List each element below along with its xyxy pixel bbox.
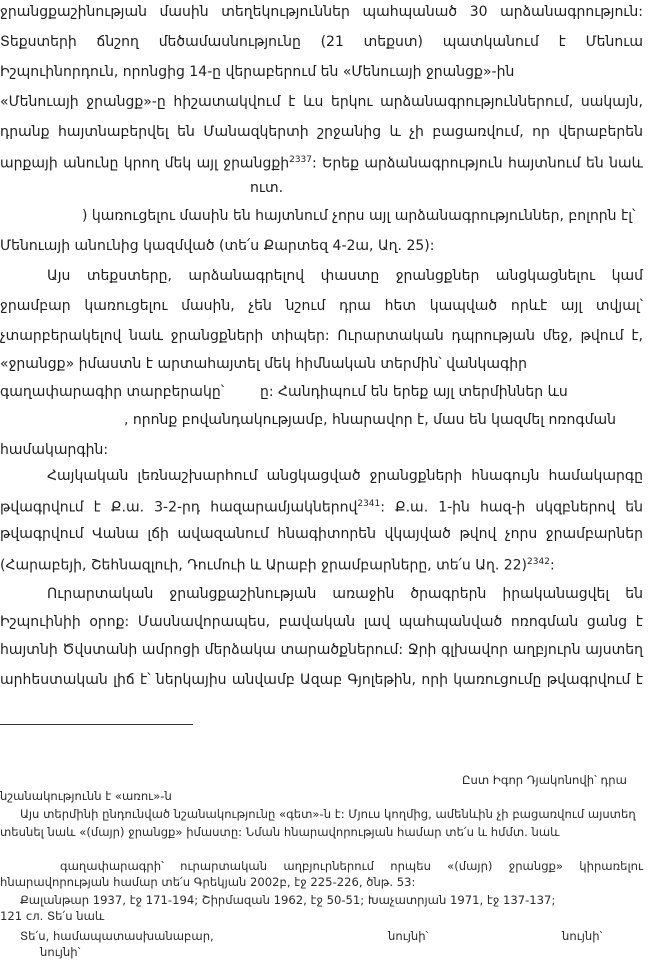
body-line: հայտնի Ծվստանի ամրոցի մերձակա տարածքներում: Ջրի գլխավոր աղբյուրն այստեղ: [0, 642, 643, 658]
footnote-line: 121 сл. Տե՛ս նաև: [0, 909, 105, 923]
body-line: Հայկական լեռնաշխարհում անցկացված ջրանցքների հնագույն համակարգը: [47, 468, 643, 484]
body-line: ը: Հանդիպում են երեք այլ տերմիններ ևս: [260, 384, 568, 400]
footnote-line: տեսնել նաև «(մայր) ջրանցք» իմաստը: Նման հնարավորության համար տե՛ս և hմմտ. նաև: [0, 825, 560, 839]
body-line: Իշպուինորդուն, որոնցից 14-ը վերաբերում են «Մենուայի ջրանցք»-ին: [0, 64, 515, 80]
body-line: «Մենուայի ջրանցք»-ը հիշատակվում է ևս երկու արձանագրություններում, սակայն,: [0, 94, 643, 110]
body-line: Այս տեքստերը, արձանագրելով փաստը ջրանցքներ անցկացնելու կամ: [47, 268, 643, 284]
footnote-line: նույնի՝: [562, 929, 603, 943]
body-line: «ջրանցք» իմաստն է արտահայտել մեկ հիմնական տերմին՝ վանկագիր: [0, 356, 527, 372]
footnote-line: նույնի՝: [388, 929, 429, 943]
footnote-ref: 2342: [527, 557, 550, 567]
body-line: Տեքստերի ճնշող մեծամասնությունը (21 տեքստ) պատկանում է Մենուա: [0, 34, 643, 50]
footnote-line: նշանակությունն է «առու»-ն: [0, 789, 172, 803]
footnote-line: Ըստ Իգոր Դյակոնովի՝ դրա: [462, 773, 627, 787]
footnote-ref: 2337: [289, 155, 313, 165]
body-line: չտարբերակելով նաև ջրանցքների տիպեր: Ուրարտական դպրության մեջ, թվում է,: [0, 328, 643, 344]
body-line: թվագրվում Վանա լճի ավազանում հնագիտորեն վկայված թվով չորս ջրամբարներ: [0, 526, 643, 542]
footnote-separator: [0, 724, 193, 725]
body-line: Ուրարտական ջրանցքաշինության առաջին ծրագրերն իրականացվել են: [47, 586, 643, 602]
footnote-ref: 2341: [357, 499, 381, 509]
footnote-line: Այս տերմինի ընդունված նշանակությունը «գետ»-ն է: Մյուս կողմից, ամենևին չի բացառվում այստեղ: [20, 807, 636, 821]
body-line: համակարգին:: [0, 442, 109, 458]
footnote-line: հնարավորության համար տե՛ս Գրեկյան 2002բ, էջ 225-226, ծնթ. 53:: [0, 875, 416, 889]
footnote-line: Տե՛ս, համապատասխանաբար,: [20, 929, 214, 943]
body-line: դրանք հայտնաբերվել են Մանազկերտի շրջանից և չի բացառվում, որ վերաբերեն: [0, 124, 643, 140]
body-line: գաղափարագիր տարբերակը՝: [0, 384, 225, 400]
footnote-line: Քալանթար 1937, էջ 171-194; Շիրմազան 1962, էջ 50-51; Խաչատրյան 1971, էջ 137-137;: [20, 893, 556, 907]
body-line: Իշպուինիի օրոք: Մասնավորապես, բավական լավ պահպանված ոռոգման ցանց է: [0, 614, 643, 630]
body-line: Մենուայի անունից կազմված (տե՛ս Քարտեզ 4-2ա, Աղ. 25):: [0, 238, 435, 254]
body-line: (Հարաբեյի, Շեհնազլուի, Դումուի և Արաբի ջրամբարները, տե՛ս Աղ. 22)$^{2342}$:: [0, 557, 555, 574]
footnote-line: նույնի՝: [40, 945, 81, 959]
body-line: արքայի անունը կրող մեկ այլ ջրանցքի$^{2337}$: Երեք արձանագրություն հայտնում են նաև: [0, 155, 643, 172]
body-line: արհեստական լիճ է՝ ներկայիս անվամբ Ազաբ Գյոլեթին, որի կառուցումը թվագրվում է: [0, 672, 643, 688]
body-line: ջրանցքաշինության մասին տեղեկություններ պահպանած 30 արձանագրություն:: [0, 4, 643, 20]
body-line: , որոնք բովանդակությամբ, հնարավոր է, մաս են կազմել ոռոգման: [124, 412, 616, 428]
body-line: ջրամբար կառուցելու մասին, չեն նշում դրա հետ կապված որևէ այլ տվյալ՝: [0, 298, 643, 314]
body-line: ուտ.: [250, 180, 284, 196]
footnote-line: գաղափարագրի՝ ուրարտական աղբյուրներում որպես «(մայր) ջրանցք» կիրառելու: [60, 859, 643, 873]
body-line: թվագրվում է Ք.ա. 3-2-րդ հազարամյակներով$^{2341}$: Ք.ա. 1-ին հազ-ի սկզբներով են: [0, 499, 643, 516]
body-line: ) կառուցելու մասին են հայտնում չորս այլ արձանագրություններ, բոլորն էլ՝: [82, 208, 636, 224]
